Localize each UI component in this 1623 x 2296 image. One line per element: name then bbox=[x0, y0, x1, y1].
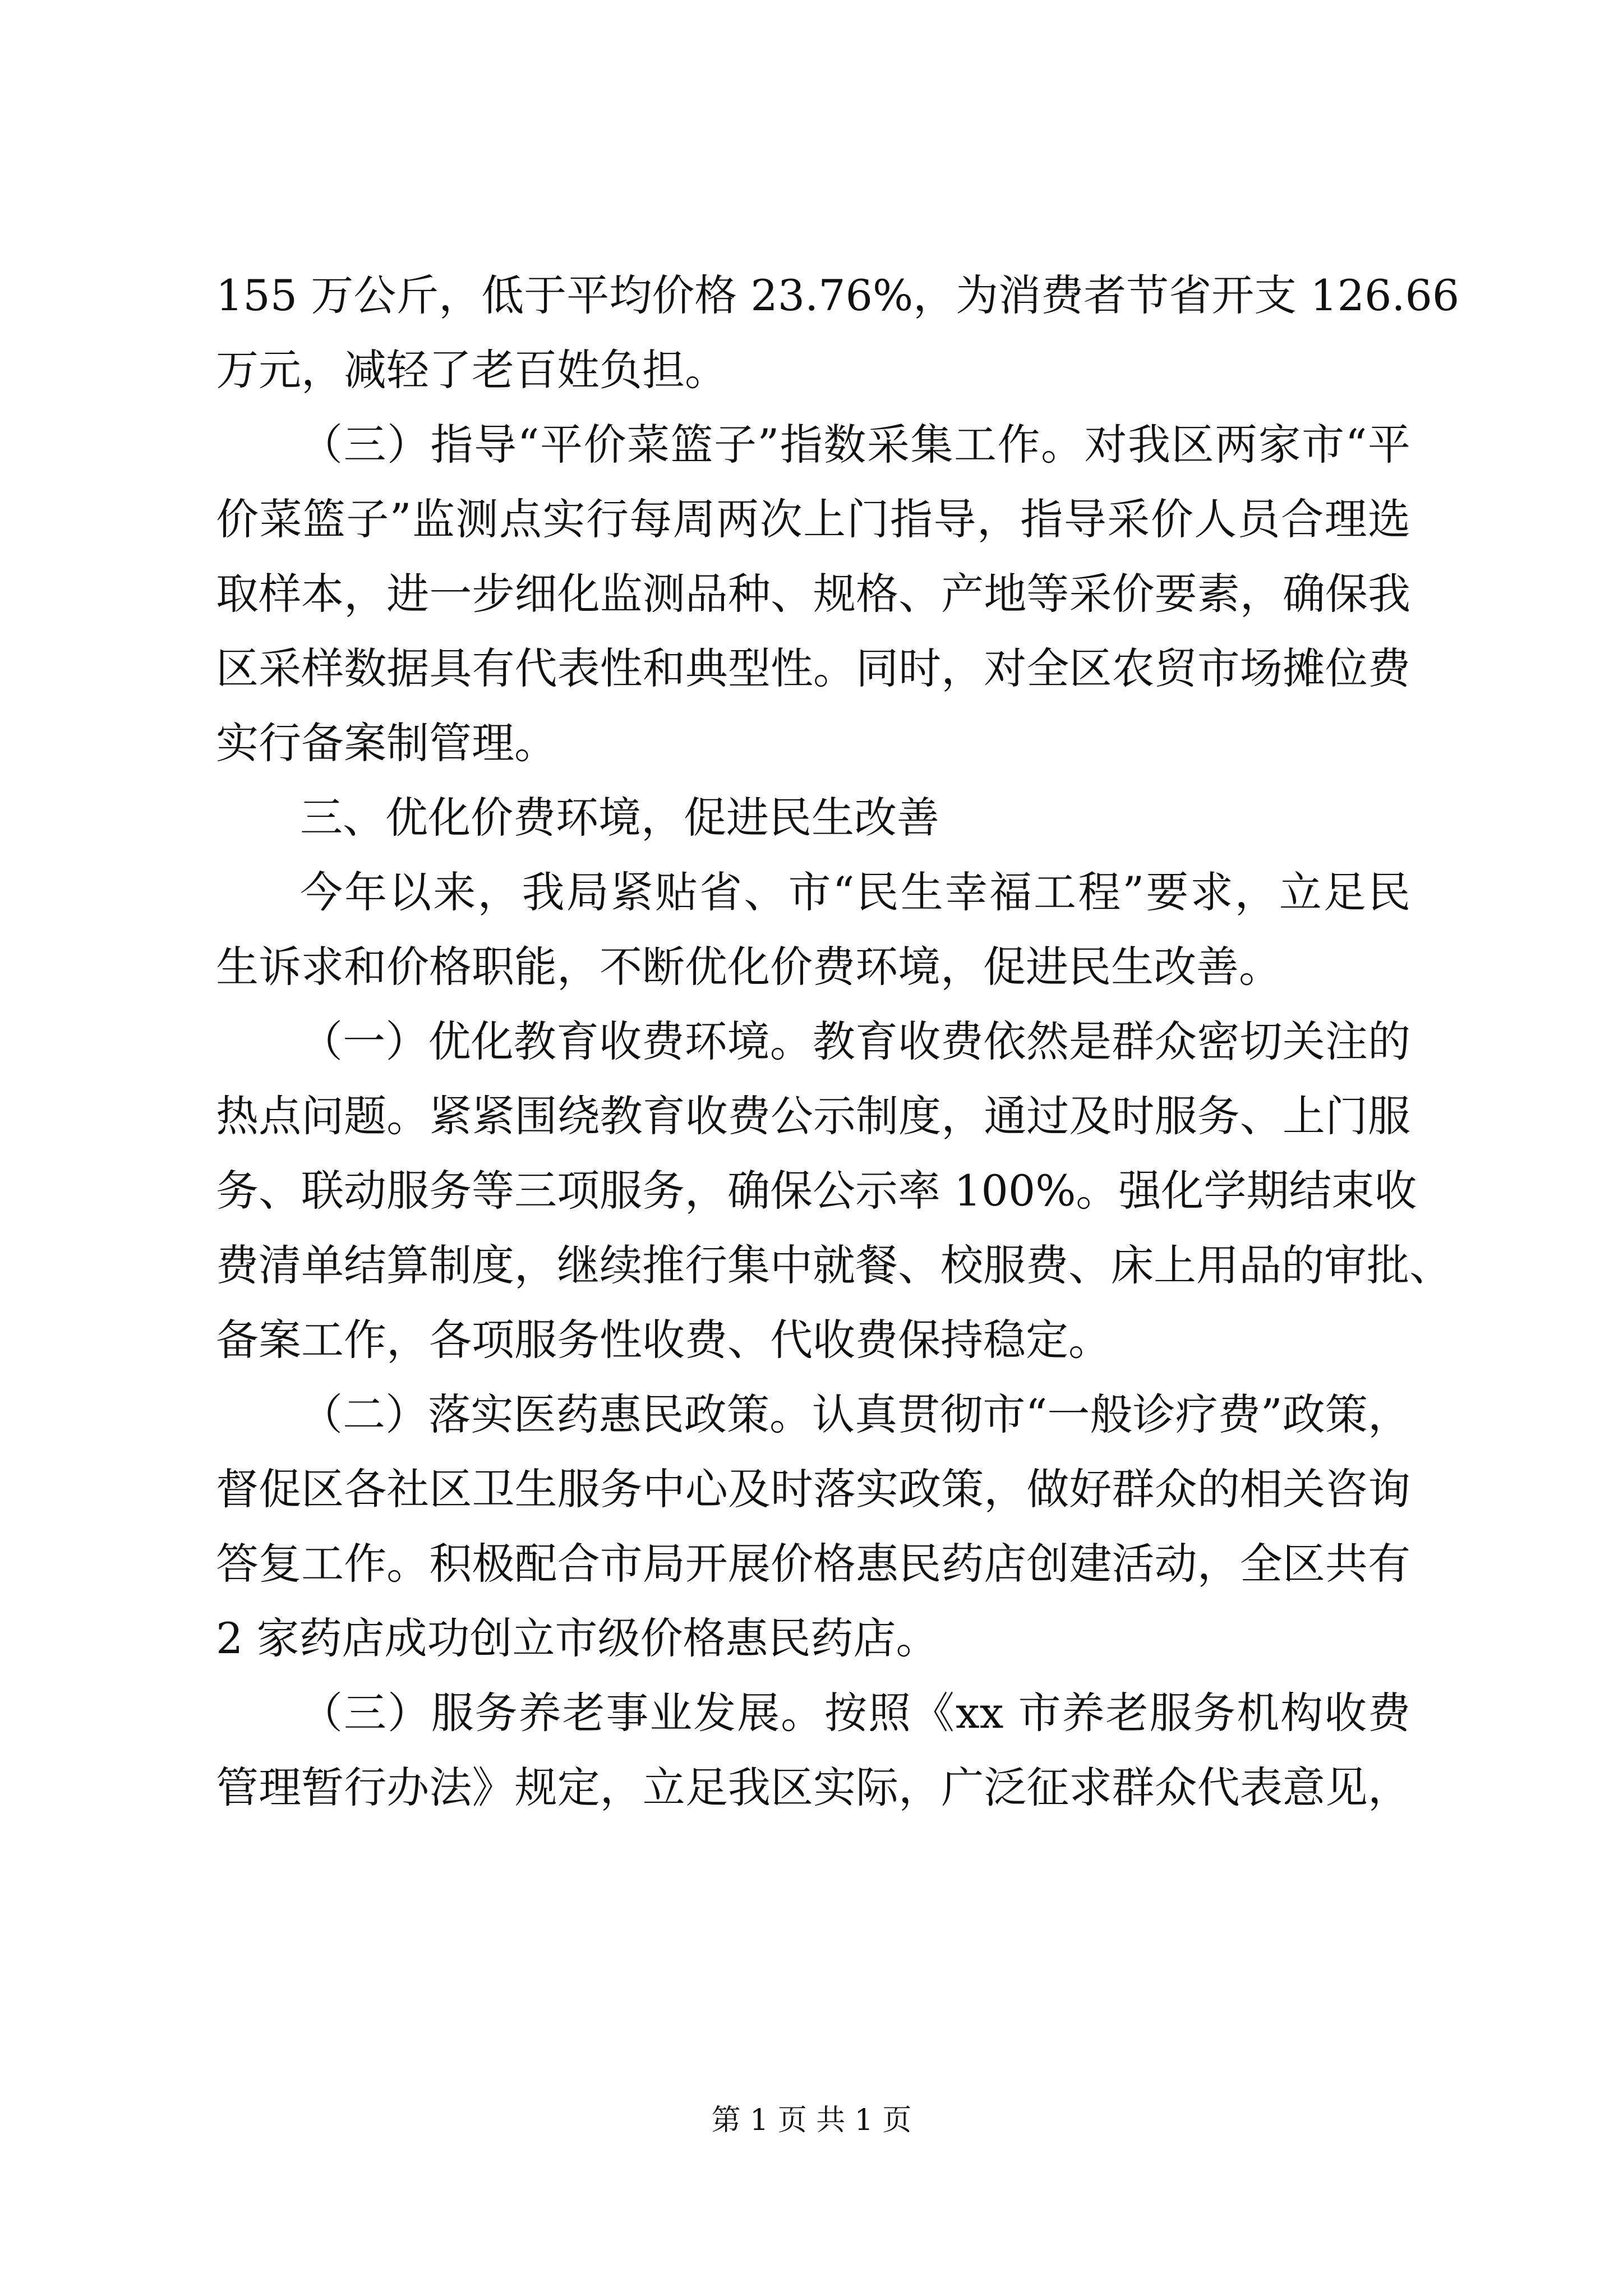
text-line: 管理暂行办法》规定，立足我区实际，广泛征求群众代表意见， bbox=[216, 1763, 1410, 1812]
text-line: 价菜篮子”监测点实行每周两次上门指导，指导采价人员合理选 bbox=[216, 494, 1410, 544]
text-line: （二）落实医药惠民政策。认真贯彻市“一般诊疗费”政策， bbox=[300, 1389, 1410, 1439]
text-line: 答复工作。积极配合市局开展价格惠民药店创建活动，全区共有 bbox=[216, 1539, 1410, 1589]
text-line: 今年以来，我局紧贴省、市“民生幸福工程”要求，立足民 bbox=[300, 867, 1410, 917]
text-line: 热点问题。紧紧围绕教育收费公示制度，通过及时服务、上门服 bbox=[216, 1091, 1410, 1141]
text-line: 督促区各社区卫生服务中心及时落实政策，做好群众的相关咨询 bbox=[216, 1464, 1410, 1514]
text-line: （三）指导“平价菜篮子”指数采集工作。对我区两家市“平 bbox=[300, 420, 1410, 470]
text-line: （一）优化教育收费环境。教育收费依然是群众密切关注的 bbox=[300, 1016, 1410, 1066]
section-heading: 三、优化价费环境，促进民生改善 bbox=[300, 793, 939, 843]
text-line: 取样本，进一步细化监测品种、规格、产地等采价要素，确保我 bbox=[216, 569, 1410, 619]
text-line: 155 万公斤，低于平均价格 23.76%，为消费者节省开支 126.66 bbox=[216, 270, 1460, 320]
text-line: 费清单结算制度，继续推行集中就餐、校服费、床上用品的审批、 bbox=[216, 1240, 1452, 1290]
page-footer bbox=[0, 2101, 1623, 2140]
text-line: 区采样数据具有代表性和典型性。同时，对全区农贸市场摊位费 bbox=[216, 643, 1410, 693]
text-line: 2 家药店成功创立市级价格惠民药店。 bbox=[216, 1613, 939, 1663]
text-line: 万元，减轻了老百姓负担。 bbox=[216, 345, 727, 395]
text-line: 备案工作，各项服务性收费、代收费保持稳定。 bbox=[216, 1315, 1111, 1365]
text-line: 生诉求和价格职能，不断优化价费环境，促进民生改善。 bbox=[216, 942, 1281, 992]
text-line: 实行备案制管理。 bbox=[216, 718, 557, 768]
page-number-label: 第 1 页 共 1 页 bbox=[711, 2104, 912, 2137]
document-body bbox=[216, 258, 1460, 1825]
text-line: 务、联动服务等三项服务，确保公示率 100%。强化学期结束收 bbox=[216, 1166, 1417, 1216]
text-line: （三）服务养老事业发展。按照《xx 市养老服务机构收费 bbox=[300, 1688, 1410, 1738]
